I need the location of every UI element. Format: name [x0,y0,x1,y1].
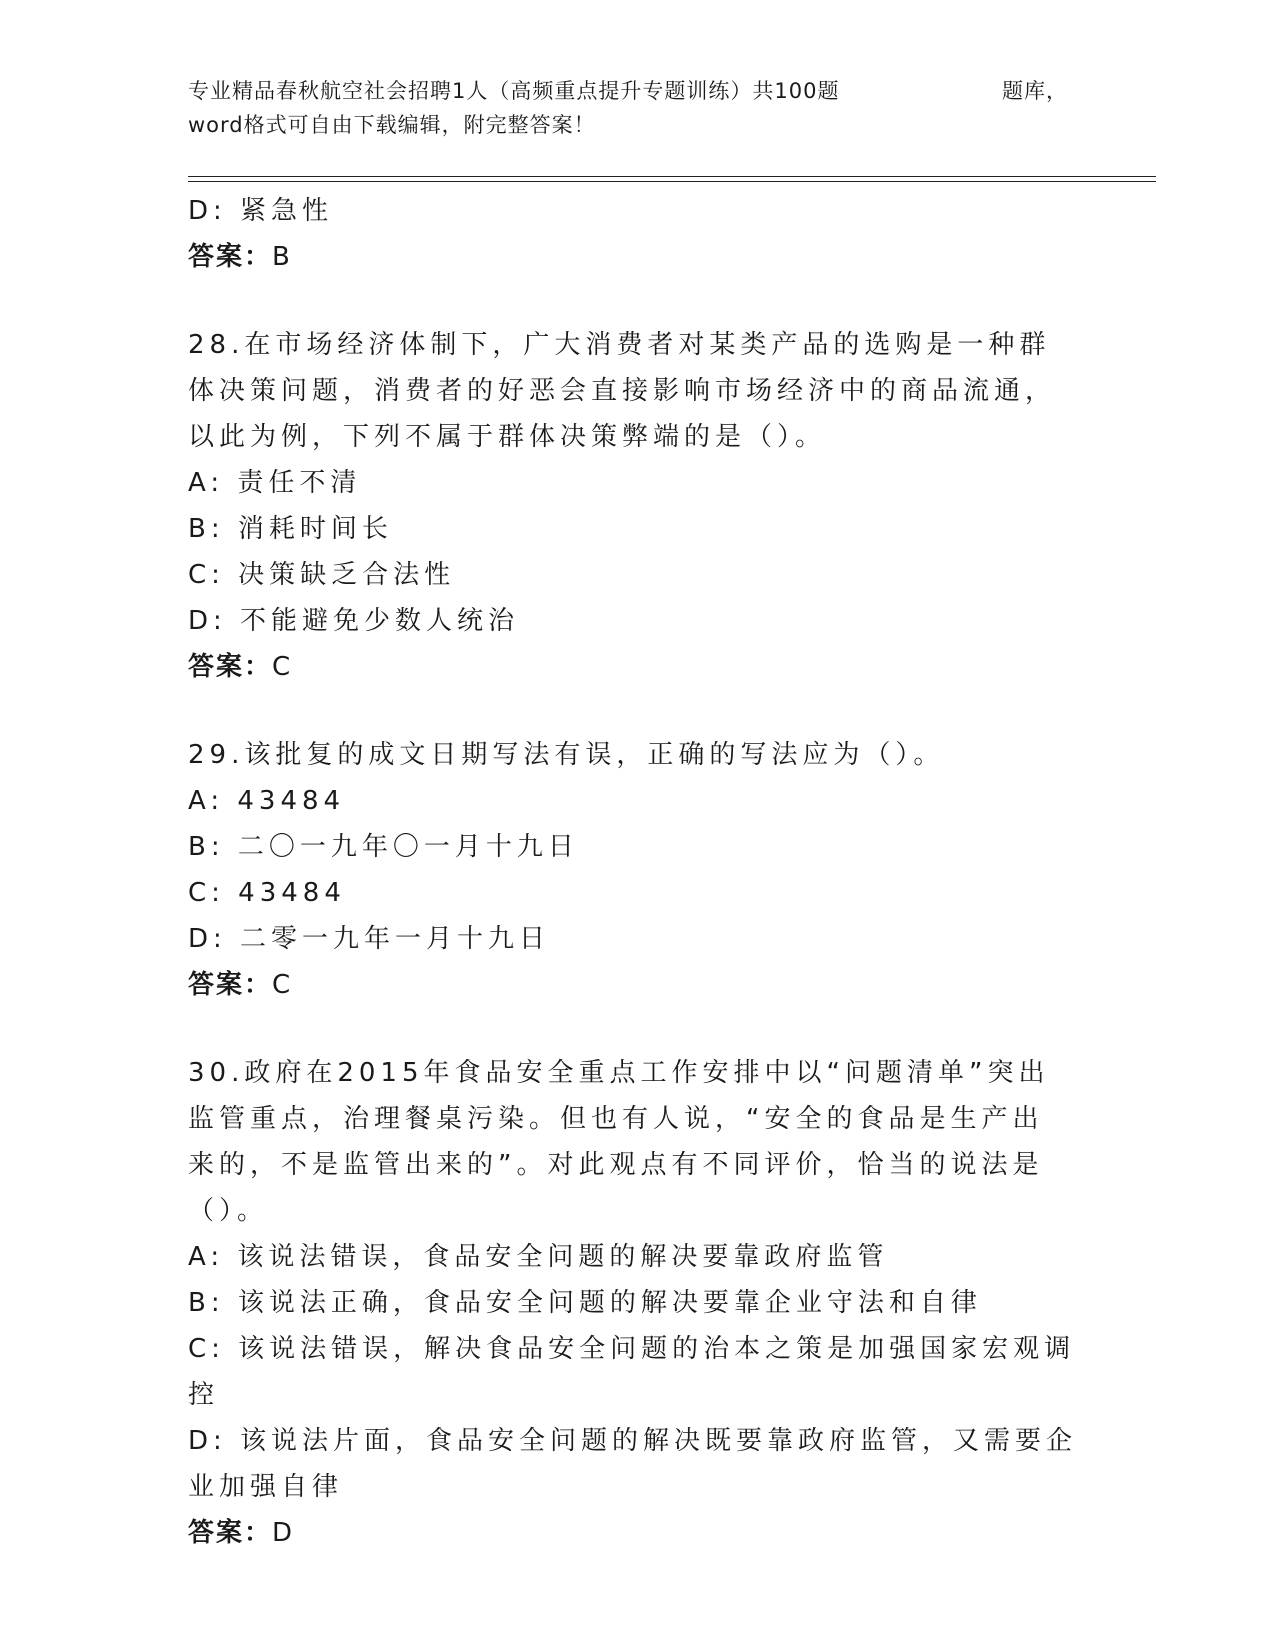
header-title: 专业精品春秋航空社会招聘1人（高频重点提升专题训练）共100题 [188,79,840,103]
q29-option-a: A: 43484 [188,786,346,816]
q29-option-c: C: 43484 [188,878,346,908]
answer-value: D [272,1518,295,1548]
page-header [188,74,1088,142]
q30-option-d: D: 该说法片面，食品安全问题的解决既要靠政府监管，又需要企业加强自律 [188,1426,1078,1502]
header-suffix: 题库， [1002,79,1068,103]
answer-value: C [272,652,293,682]
answer-label: 答案： [188,970,273,1000]
header-line-2: word格式可自由下载编辑，附完整答案！ [188,113,596,137]
q28-option-a: A: 责任不清 [188,468,362,498]
spacer [188,280,1088,322]
answer-label: 答案： [188,1518,273,1548]
q30-answer [188,1510,1088,1556]
q29-answer [188,962,1088,1008]
q28-option-c: C: 决策缺乏合法性 [188,560,456,590]
q28-option-d: D: 不能避免少数人统治 [188,606,520,636]
q28-stem: 28.在市场经济体制下，广大消费者对某类产品的选购是一种群体决策问题，消费者的好恶会直接影响市场经济中的商品流通，以此为例，下列不属于群体决策弊端的是（）。 [188,330,1057,452]
header-line-1 [188,74,1068,108]
q30-stem: 30.政府在2015年食品安全重点工作安排中以“问题清单”突出监管重点，治理餐桌污染。但也有人说，“安全的食品是生产出来的，不是监管出来的”。对此观点有不同评价，恰当的说法是（）。 [188,1058,1050,1226]
answer-label: 答案： [188,652,273,682]
q29-option-b: B: 二〇一九年〇一月十九日 [188,832,579,862]
q30-option-b: B: 该说法正确，食品安全问题的解决要靠企业守法和自律 [188,1288,982,1318]
q28-answer [188,644,1088,690]
spacer [188,690,1088,732]
q27-answer [188,234,1088,280]
q30-option-a: A: 该说法错误，食品安全问题的解决要靠政府监管 [188,1242,889,1272]
answer-value: B [272,242,292,272]
q29-option-d: D: 二零一九年一月十九日 [188,924,551,954]
q29-stem: 29.该批复的成文日期写法有误，正确的写法应为（）。 [188,740,945,770]
answer-label: 答案： [188,242,273,272]
header-divider [188,176,1156,182]
answer-value: C [272,970,293,1000]
q28-option-b: B: 消耗时间长 [188,514,393,544]
spacer [188,1008,1088,1050]
q30-option-c: C: 该说法错误，解决食品安全问题的治本之策是加强国家宏观调控 [188,1334,1076,1410]
q27-option-d: D: 紧急性 [188,196,334,226]
question-content [188,188,1088,1556]
